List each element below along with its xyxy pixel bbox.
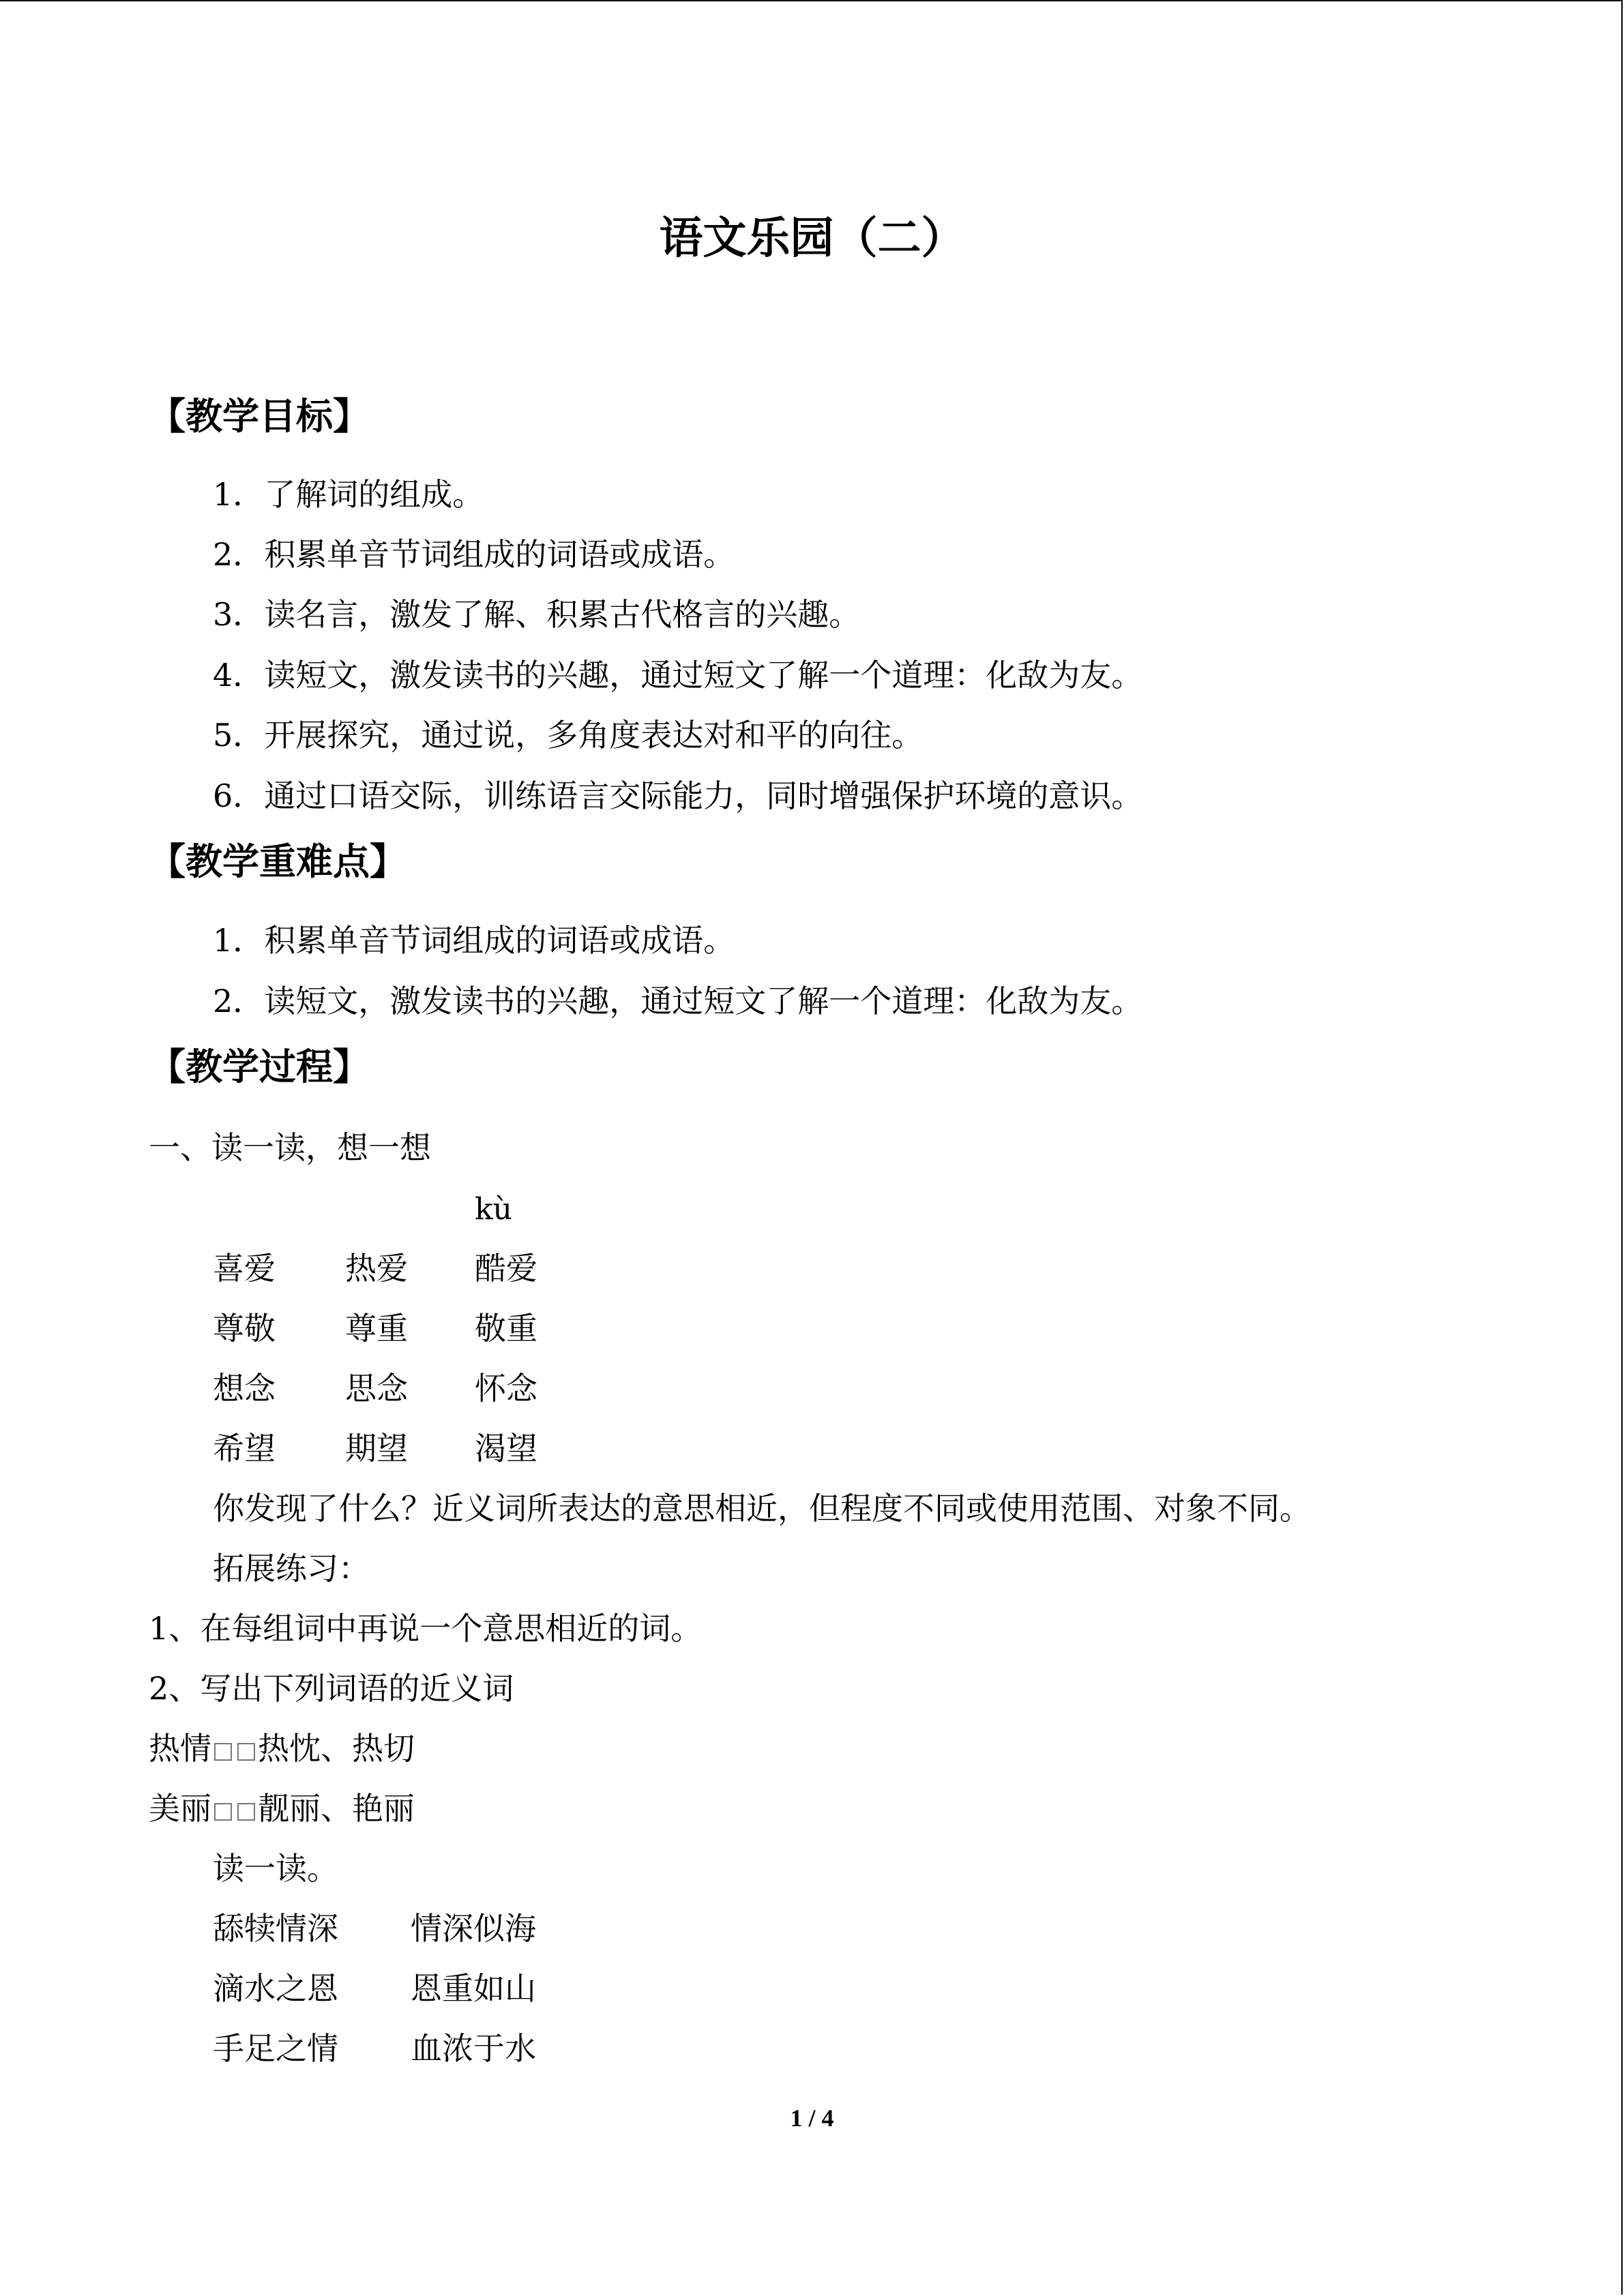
exercise-1: 1、在每组词中再说一个意思相近的词。 [149, 1610, 703, 1647]
idiom-row [213, 1970, 622, 2007]
exercise-2: 2、写出下列词语的近义词 [149, 1670, 514, 1707]
synonym-answer: 热忱、热切 [258, 1730, 415, 1767]
word-cell: 热爱 [345, 1250, 408, 1287]
synonym-word: 美丽 [149, 1790, 211, 1827]
goal-item: 2．积累单音节词组成的词语或成语。 [213, 536, 735, 573]
idiom-cell: 血浓于水 [411, 2030, 536, 2067]
idiom-row [213, 2030, 622, 2067]
idiom-cell: 手足之情 [213, 2030, 338, 2067]
key-points-heading: 【教学重难点】 [149, 839, 407, 883]
idiom-cell: 滴水之恩 [213, 1970, 338, 2007]
word-cell: 期望 [345, 1430, 408, 1467]
word-cell: 思念 [345, 1370, 408, 1407]
word-cell: 希望 [213, 1430, 276, 1467]
goal-item: 6．通过口语交际，训练语言交际能力，同时增强保护环境的意识。 [213, 777, 1143, 814]
pinyin-annotation: kù [475, 1192, 512, 1227]
goal-item: 3．读名言，激发了解、积累古代格言的兴趣。 [213, 596, 861, 633]
word-row [213, 1370, 622, 1407]
idiom-cell: 情深似海 [411, 1910, 536, 1947]
key-point-item: 2．读短文，激发读书的兴趣，通过短文了解一个道理：化敌为友。 [213, 983, 1143, 1019]
answer-box [214, 1803, 232, 1821]
answer-box [214, 1743, 232, 1761]
word-row [213, 1250, 622, 1287]
word-cell: 怀念 [475, 1370, 537, 1407]
synonym-word: 热情 [149, 1730, 211, 1767]
word-cell: 敬重 [475, 1310, 537, 1347]
goal-item: 5．开展探究，通过说，多角度表达对和平的向往。 [213, 717, 924, 754]
synonym-answer: 靓丽、艳丽 [258, 1790, 415, 1827]
page-indicator: 1 / 4 [790, 2104, 834, 2132]
word-cell: 尊重 [345, 1310, 408, 1347]
part1-title: 一、读一读，想一想 [149, 1129, 431, 1166]
idiom-cell: 恩重如山 [411, 1970, 536, 2007]
answer-box [237, 1743, 255, 1761]
goals-heading: 【教学目标】 [149, 394, 370, 438]
idiom-cell: 舔犊情深 [213, 1910, 338, 1947]
word-row [213, 1310, 622, 1347]
goal-item: 1．了解词的组成。 [213, 476, 484, 513]
idiom-row [213, 1910, 622, 1947]
answer-box [237, 1803, 255, 1821]
goal-item: 4．读短文，激发读书的兴趣，通过短文了解一个道理：化敌为友。 [213, 657, 1143, 694]
extension-label: 拓展练习： [213, 1550, 370, 1587]
word-row [213, 1430, 622, 1467]
word-cell: 渴望 [475, 1430, 537, 1467]
synonym-row [149, 1730, 415, 1767]
process-heading: 【教学过程】 [149, 1045, 370, 1088]
key-point-item: 1．积累单音节词组成的词语或成语。 [213, 922, 735, 959]
word-cell: 想念 [213, 1370, 276, 1407]
word-cell: 尊敬 [213, 1310, 276, 1347]
synonym-row [149, 1790, 415, 1827]
page-title: 语文乐园（二） [659, 213, 965, 264]
word-cell: 酷爱 [475, 1250, 537, 1287]
read-label: 读一读。 [213, 1850, 338, 1887]
discovery-text: 你发现了什么？近义词所表达的意思相近，但程度不同或使用范围、对象不同。 [213, 1490, 1311, 1527]
word-cell: 喜爱 [213, 1250, 276, 1287]
